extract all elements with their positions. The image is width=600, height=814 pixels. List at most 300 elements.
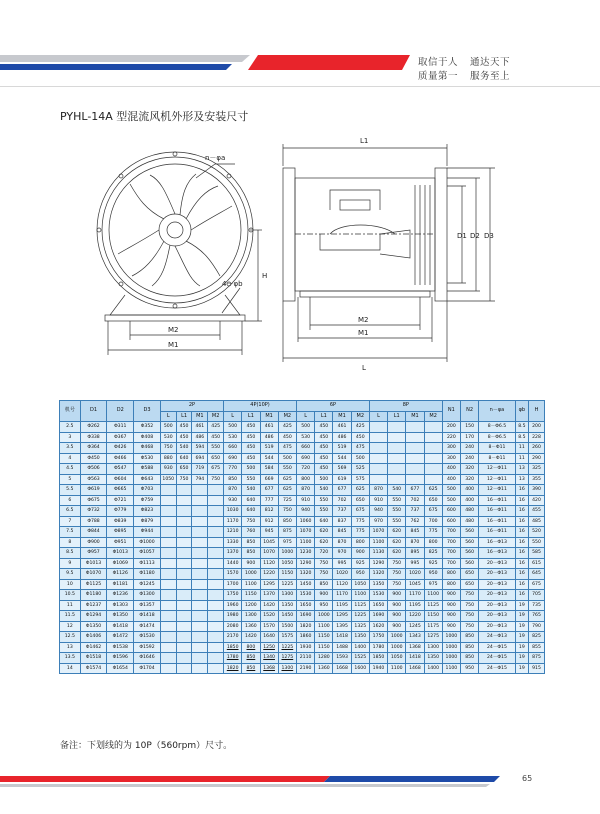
table-cell: 615 — [529, 558, 545, 569]
table-cell: 1850 — [369, 653, 387, 664]
table-cell: 450 — [315, 422, 333, 433]
table-cell: 12.5 — [60, 632, 81, 643]
table-cell: 584 — [260, 464, 278, 475]
table-cell — [192, 653, 208, 664]
table-cell: 812 — [260, 506, 278, 517]
table-cell: 1370 — [224, 548, 242, 559]
table-cell: 500 — [224, 422, 242, 433]
table-cell: 1320 — [369, 569, 387, 580]
table-cell: 1350 — [369, 579, 387, 590]
table-cell — [192, 632, 208, 643]
table-cell: 1100 — [297, 537, 315, 548]
table-cell: 1020 — [333, 569, 351, 580]
table-cell: 900 — [442, 600, 460, 611]
table-cell — [208, 600, 224, 611]
table-cell: 13 — [515, 464, 528, 475]
table-cell: 660 — [297, 443, 315, 454]
table-cell — [208, 485, 224, 496]
table-cell: 620 — [388, 548, 406, 559]
table-cell: 750 — [176, 474, 192, 485]
table-cell: 1530 — [369, 590, 387, 601]
table-cell — [208, 663, 224, 674]
sub-l1: L1 — [388, 411, 406, 422]
table-cell: 1525 — [351, 653, 369, 664]
table-cell: 1295 — [260, 579, 278, 590]
group-4p: 4P(10P) — [224, 401, 297, 412]
table-cell: Φ951 — [107, 537, 134, 548]
table-cell: 750 — [461, 621, 479, 632]
table-cell — [406, 432, 424, 443]
table-cell: 200 — [529, 422, 545, 433]
table-cell: 875 — [278, 527, 296, 538]
table-cell: 1418 — [406, 653, 424, 664]
table-cell: 9.5 — [60, 569, 81, 580]
table-cell: 850 — [315, 579, 333, 590]
table-cell: 461 — [333, 422, 351, 433]
table-cell: 1150 — [242, 590, 260, 601]
table-cell: 750 — [388, 579, 406, 590]
table-row — [60, 443, 545, 454]
table-cell: 540 — [176, 443, 192, 454]
table-cell: 520 — [529, 527, 545, 538]
table-cell: 1420 — [260, 600, 278, 611]
table-cell — [406, 422, 424, 433]
table-cell: 480 — [461, 516, 479, 527]
table-cell — [208, 516, 224, 527]
table-cell: 970 — [369, 516, 387, 527]
table-cell: 850 — [242, 663, 260, 674]
fan-outline-drawing — [0, 130, 600, 395]
table-cell: 1488 — [333, 642, 351, 653]
table-cell: 650 — [424, 495, 442, 506]
table-cell: 700 — [442, 548, 460, 559]
label-l: L — [362, 364, 366, 372]
table-cell: 900 — [442, 621, 460, 632]
table-cell: Φ1350 — [80, 621, 107, 632]
table-cell: 870 — [297, 485, 315, 496]
table-cell — [388, 453, 406, 464]
table-cell: 850 — [242, 537, 260, 548]
side-view — [283, 144, 495, 362]
table-cell: 700 — [424, 516, 442, 527]
table-cell: 1275 — [424, 632, 442, 643]
table-header-row-1 — [60, 401, 545, 412]
table-cell: Φ1518 — [80, 653, 107, 664]
table-cell: 425 — [351, 422, 369, 433]
table-cell: 677 — [260, 485, 278, 496]
label-m1-side: M1 — [358, 329, 369, 337]
table-cell: Φ1126 — [107, 569, 134, 580]
sub-l: L — [369, 411, 387, 422]
table-cell: 845 — [333, 527, 351, 538]
table-cell: 14 — [60, 663, 81, 674]
table-cell: 530 — [224, 432, 242, 443]
table-cell: Φ643 — [134, 474, 161, 485]
table-cell: 2.5 — [60, 422, 81, 433]
table-cell: 1250 — [260, 642, 278, 653]
table-cell: 900 — [242, 558, 260, 569]
header-blue-stripe — [0, 64, 232, 70]
table-cell: 1120 — [333, 579, 351, 590]
table-cell: 900 — [388, 600, 406, 611]
table-cell: 837 — [333, 516, 351, 527]
table-cell — [160, 485, 176, 496]
table-cell: 20－Φ13 — [479, 600, 515, 611]
table-cell — [406, 464, 424, 475]
table-cell: 1980 — [224, 611, 242, 622]
table-cell — [192, 506, 208, 517]
table-row — [60, 642, 545, 653]
table-cell: 500 — [278, 453, 296, 464]
table-cell — [208, 611, 224, 622]
table-cell: 945 — [260, 527, 278, 538]
table-cell: 24－Φ15 — [479, 642, 515, 653]
table-cell: 725 — [278, 495, 296, 506]
table-cell: Φ450 — [80, 453, 107, 464]
table-cell — [192, 527, 208, 538]
table-cell: 1343 — [406, 632, 424, 643]
table-cell — [176, 611, 192, 622]
table-cell: 544 — [260, 453, 278, 464]
table-cell: 775 — [351, 516, 369, 527]
col-phi-b: φb — [515, 401, 528, 422]
table-cell: 540 — [388, 485, 406, 496]
table-cell: Φ466 — [107, 453, 134, 464]
table-cell: Φ1474 — [134, 621, 161, 632]
table-cell: Φ1181 — [107, 579, 134, 590]
table-cell: 12－Φ11 — [479, 474, 515, 485]
spec-table-wrapper — [59, 400, 545, 674]
table-cell: 850 — [278, 516, 296, 527]
table-cell: 870 — [224, 485, 242, 496]
table-cell: Φ1357 — [134, 600, 161, 611]
table-cell: 2080 — [224, 621, 242, 632]
table-cell: 1050 — [351, 579, 369, 590]
table-cell: 940 — [369, 506, 387, 517]
table-cell: 3 — [60, 432, 81, 443]
table-cell: 1850 — [224, 642, 242, 653]
table-cell: Φ1000 — [134, 537, 161, 548]
table-cell: Φ1013 — [107, 548, 134, 559]
table-cell: 8.5 — [515, 422, 528, 433]
table-cell: 1000 — [442, 653, 460, 664]
table-cell — [208, 506, 224, 517]
table-cell: 870 — [406, 537, 424, 548]
table-cell: 1500 — [278, 621, 296, 632]
label-4-phi-b: 4－φb — [222, 280, 243, 288]
table-cell: 1570 — [224, 569, 242, 580]
table-cell: 1960 — [224, 600, 242, 611]
table-cell: 461 — [192, 422, 208, 433]
sub-m2: M2 — [424, 411, 442, 422]
table-cell: 915 — [529, 663, 545, 674]
table-cell: 700 — [442, 558, 460, 569]
table-cell: 1050 — [278, 558, 296, 569]
table-cell: 475 — [278, 443, 296, 454]
table-cell: 1150 — [424, 611, 442, 622]
table-cell: 594 — [192, 443, 208, 454]
table-cell: 575 — [351, 474, 369, 485]
table-cell: 240 — [461, 443, 479, 454]
table-cell: 750 — [278, 506, 296, 517]
table-cell: Φ1646 — [134, 653, 161, 664]
table-cell: 1000 — [278, 548, 296, 559]
table-cell: 16 — [515, 590, 528, 601]
table-cell: Φ1013 — [80, 558, 107, 569]
table-row — [60, 600, 545, 611]
sub-m2: M2 — [351, 411, 369, 422]
table-cell: 19 — [515, 611, 528, 622]
sub-m2: M2 — [278, 411, 296, 422]
label-n-phi-a: n－φa — [205, 154, 226, 162]
table-cell: 700 — [442, 537, 460, 548]
table-cell: 950 — [351, 569, 369, 580]
table-cell: Φ530 — [134, 453, 161, 464]
table-cell: 1930 — [297, 642, 315, 653]
table-cell: Φ1418 — [134, 611, 161, 622]
table-row — [60, 621, 545, 632]
table-cell: 1020 — [406, 569, 424, 580]
slogan-2: 通达天下 — [470, 57, 511, 68]
table-cell: Φ844 — [80, 527, 107, 538]
table-cell: 762 — [406, 516, 424, 527]
table-cell: 1200 — [242, 600, 260, 611]
table-cell: 1045 — [406, 579, 424, 590]
table-cell: Φ1303 — [107, 600, 134, 611]
table-cell: 486 — [260, 432, 278, 443]
table-cell — [388, 474, 406, 485]
table-cell: 461 — [260, 422, 278, 433]
table-cell: 675 — [529, 579, 545, 590]
table-cell: 1750 — [369, 632, 387, 643]
table-cell: 750 — [388, 569, 406, 580]
table-cell — [424, 432, 442, 443]
table-cell — [160, 590, 176, 601]
table-cell: 870 — [369, 485, 387, 496]
table-cell — [192, 590, 208, 601]
table-cell: 720 — [297, 464, 315, 475]
table-cell: 800 — [297, 474, 315, 485]
table-cell: 1070 — [297, 527, 315, 538]
table-cell: 1100 — [424, 590, 442, 601]
table-cell: 519 — [333, 443, 351, 454]
table-cell: Φ1125 — [80, 579, 107, 590]
table-cell: 1100 — [442, 663, 460, 674]
table-row — [60, 453, 545, 464]
footer-gray-stripe — [0, 784, 490, 787]
sub-l1: L1 — [176, 411, 192, 422]
table-cell: 750 — [315, 558, 333, 569]
col-d2: D2 — [107, 401, 134, 422]
table-cell: 750 — [388, 558, 406, 569]
table-cell: 400 — [461, 495, 479, 506]
table-cell: 737 — [333, 506, 351, 517]
table-cell — [192, 579, 208, 590]
label-m2-side: M2 — [358, 316, 369, 324]
table-cell: 1640 — [260, 632, 278, 643]
group-8p: 8P — [369, 401, 442, 412]
table-cell: 1395 — [333, 621, 351, 632]
table-cell: 550 — [388, 516, 406, 527]
table-cell: 1330 — [224, 537, 242, 548]
table-cell: 760 — [242, 527, 260, 538]
table-cell — [369, 453, 387, 464]
table-cell: 1368 — [406, 642, 424, 653]
table-cell: 320 — [461, 464, 479, 475]
table-cell: 750 — [160, 443, 176, 454]
table-cell: 720 — [315, 548, 333, 559]
table-cell — [406, 453, 424, 464]
table-cell: 16 — [515, 558, 528, 569]
table-cell: 500 — [442, 495, 460, 506]
table-cell: 11 — [515, 453, 528, 464]
table-cell: 20－Φ13 — [479, 569, 515, 580]
table-cell: Φ1406 — [80, 632, 107, 643]
table-cell: Φ426 — [107, 443, 134, 454]
table-cell: 450 — [278, 432, 296, 443]
table-cell — [160, 663, 176, 674]
col-n1: N1 — [442, 401, 460, 422]
table-cell — [369, 464, 387, 475]
table-cell: 1070 — [369, 527, 387, 538]
table-cell: 1350 — [351, 632, 369, 643]
table-cell: 525 — [351, 464, 369, 475]
col-n-phi-a: n－φa — [479, 401, 515, 422]
table-cell — [192, 569, 208, 580]
table-cell: 694 — [192, 453, 208, 464]
table-cell: Φ1057 — [134, 548, 161, 559]
table-cell: 900 — [388, 590, 406, 601]
header-rule — [0, 86, 600, 87]
table-cell: 925 — [424, 558, 442, 569]
table-cell — [176, 548, 192, 559]
table-cell: 1220 — [260, 569, 278, 580]
table-cell — [176, 600, 192, 611]
table-cell: 600 — [442, 516, 460, 527]
table-cell: 1860 — [297, 632, 315, 643]
table-cell: 1780 — [224, 653, 242, 664]
table-cell: 569 — [333, 464, 351, 475]
table-cell: 950 — [315, 600, 333, 611]
table-cell: 850 — [242, 653, 260, 664]
table-cell — [424, 464, 442, 475]
sub-l: L — [297, 411, 315, 422]
table-cell: 540 — [315, 485, 333, 496]
label-d1: D1 — [457, 232, 467, 240]
table-cell: 24－Φ13 — [479, 632, 515, 643]
table-cell — [369, 443, 387, 454]
table-cell: Φ1538 — [107, 642, 134, 653]
table-cell: Φ1113 — [134, 558, 161, 569]
table-cell: Φ1472 — [107, 632, 134, 643]
table-cell: 1418 — [333, 632, 351, 643]
table-cell — [192, 516, 208, 527]
table-cell: Φ900 — [80, 537, 107, 548]
footnote: 备注：下划线的为 10P（560rpm）尺寸。 — [60, 741, 233, 751]
table-cell: 16 — [515, 506, 528, 517]
table-cell: 1300 — [242, 611, 260, 622]
table-cell: Φ732 — [80, 506, 107, 517]
table-cell: 900 — [315, 590, 333, 601]
table-cell: 705 — [529, 590, 545, 601]
table-cell: 260 — [529, 443, 545, 454]
table-cell: Φ1294 — [80, 611, 107, 622]
table-cell — [192, 621, 208, 632]
table-cell: 5 — [60, 474, 81, 485]
table-cell: 702 — [333, 495, 351, 506]
table-cell: 560 — [461, 548, 479, 559]
table-row — [60, 558, 545, 569]
table-cell: 400 — [442, 464, 460, 475]
table-cell — [160, 495, 176, 506]
table-cell: 1000 — [442, 642, 460, 653]
table-cell: 777 — [260, 495, 278, 506]
table-cell: 620 — [315, 527, 333, 538]
table-cell — [192, 600, 208, 611]
table-cell — [406, 474, 424, 485]
table-cell: 8 — [60, 537, 81, 548]
table-cell: 1820 — [224, 663, 242, 674]
table-cell: 16 — [515, 537, 528, 548]
table-cell: Φ1654 — [107, 663, 134, 674]
table-cell: 19 — [515, 600, 528, 611]
table-cell: 2190 — [297, 663, 315, 674]
table-cell — [160, 548, 176, 559]
table-cell: 912 — [260, 516, 278, 527]
table-cell: 8－Φ11 — [479, 453, 515, 464]
table-cell: 1520 — [260, 611, 278, 622]
table-cell: 690 — [224, 453, 242, 464]
table-cell: 2170 — [224, 632, 242, 643]
table-cell: 6.5 — [60, 506, 81, 517]
table-cell: 1440 — [224, 558, 242, 569]
table-cell: 650 — [176, 464, 192, 475]
group-6p: 6P — [297, 401, 370, 412]
table-cell: Φ588 — [134, 464, 161, 475]
table-cell: 550 — [208, 443, 224, 454]
table-cell: 675 — [424, 506, 442, 517]
table-cell: 1125 — [424, 600, 442, 611]
table-cell — [208, 653, 224, 664]
table-cell: 450 — [176, 422, 192, 433]
table-cell: 544 — [333, 453, 351, 464]
table-cell: 1125 — [351, 600, 369, 611]
table-cell: 1045 — [260, 537, 278, 548]
table-cell — [388, 422, 406, 433]
table-row — [60, 632, 545, 643]
table-cell: 1000 — [315, 611, 333, 622]
table-cell: 475 — [351, 443, 369, 454]
label-m2-front: M2 — [168, 326, 179, 334]
table-cell: Φ262 — [80, 422, 107, 433]
table-cell: 1225 — [278, 579, 296, 590]
table-cell: 5.5 — [60, 485, 81, 496]
footer-red-stripe — [0, 776, 330, 782]
table-row — [60, 506, 545, 517]
table-cell: 500 — [442, 485, 460, 496]
table-cell: 450 — [315, 432, 333, 443]
table-cell: 750 — [461, 600, 479, 611]
table-row — [60, 548, 545, 559]
table-cell: 228 — [529, 432, 545, 443]
table-cell: 16 — [515, 527, 528, 538]
table-row — [60, 464, 545, 475]
table-cell: 16 — [515, 495, 528, 506]
table-cell: Φ675 — [80, 495, 107, 506]
table-cell: 1400 — [424, 663, 442, 674]
table-cell: 800 — [242, 642, 260, 653]
table-cell: Φ604 — [107, 474, 134, 485]
